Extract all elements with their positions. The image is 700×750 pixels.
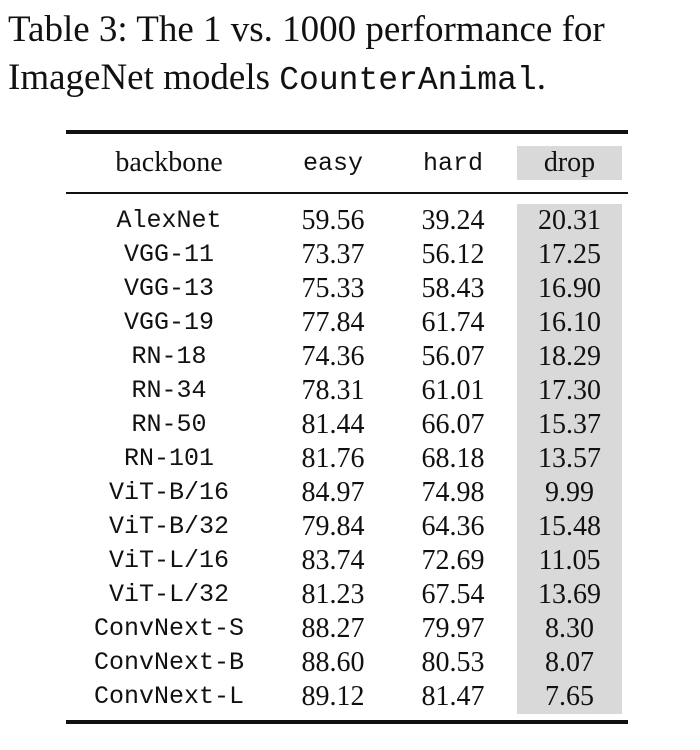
cell-backbone: AlexNet	[116, 206, 222, 235]
cell-easy: 73.37	[301, 239, 365, 270]
cell-easy: 81.23	[301, 579, 365, 610]
cell-drop	[512, 646, 628, 680]
drop-value-highlight: 16.90	[517, 272, 622, 306]
drop-value-highlight: 8.07	[517, 646, 622, 680]
table-row	[66, 306, 628, 340]
cell-drop	[512, 510, 628, 544]
drop-value-highlight: 11.05	[517, 544, 622, 578]
cell-hard: 61.74	[421, 307, 485, 338]
cell-drop	[512, 578, 628, 612]
header-drop-label: drop	[517, 146, 622, 180]
cell-backbone: ViT-B/16	[108, 478, 230, 507]
cell-drop	[512, 340, 628, 374]
cell-backbone: RN-34	[131, 376, 207, 405]
drop-value-highlight: 7.65	[517, 680, 622, 714]
table-caption	[8, 6, 698, 105]
cell-easy: 83.74	[301, 545, 365, 576]
cell-backbone: ConvNext-S	[93, 614, 245, 643]
cell-easy: 81.44	[301, 409, 365, 440]
cell-easy: 79.84	[301, 511, 365, 542]
cell-backbone: VGG-11	[123, 240, 214, 269]
cell-hard: 58.43	[421, 273, 485, 304]
drop-value-highlight: 9.99	[517, 476, 622, 510]
table-header-row	[66, 132, 628, 193]
cell-easy: 89.12	[272, 680, 394, 722]
table-row	[66, 612, 628, 646]
cell-hard: 56.07	[421, 341, 485, 372]
cell-drop	[512, 476, 628, 510]
cell-backbone: RN-50	[131, 410, 207, 439]
cell-hard: 39.24	[421, 205, 485, 236]
cell-drop	[512, 442, 628, 476]
cell-easy: 81.76	[301, 443, 365, 474]
cell-drop	[512, 238, 628, 272]
caption-line-2	[8, 54, 698, 105]
cell-easy: 88.27	[301, 613, 365, 644]
cell-easy: 84.97	[301, 477, 365, 508]
table-row	[66, 272, 628, 306]
cell-easy: 88.60	[301, 647, 365, 678]
cell-backbone: ConvNext-B	[93, 648, 245, 677]
cell-drop	[512, 680, 628, 722]
cell-drop	[512, 306, 628, 340]
table-body	[66, 193, 628, 722]
cell-easy: 59.56	[301, 205, 365, 236]
header-backbone: backbone	[115, 147, 223, 178]
drop-value-highlight: 20.31	[517, 204, 622, 238]
cell-drop	[512, 374, 628, 408]
cell-backbone: ViT-L/16	[108, 546, 230, 575]
cell-easy: 77.84	[301, 307, 365, 338]
drop-value-highlight: 16.10	[517, 306, 622, 340]
table-row	[66, 680, 628, 722]
drop-value-highlight: 8.30	[517, 612, 622, 646]
caption-line-1: Table 3: The 1 vs. 1000 performance for	[8, 9, 605, 50]
cell-backbone: VGG-19	[123, 308, 214, 337]
table-row	[66, 544, 628, 578]
results-table-container	[66, 130, 628, 724]
drop-value-highlight: 17.25	[517, 238, 622, 272]
cell-backbone: RN-101	[123, 444, 214, 473]
table-row	[66, 476, 628, 510]
table-row	[66, 193, 628, 238]
cell-hard: 67.54	[421, 579, 485, 610]
drop-value-highlight: 13.57	[517, 442, 622, 476]
header-drop	[512, 132, 628, 193]
cell-easy: 75.33	[301, 273, 365, 304]
drop-value-highlight: 15.48	[517, 510, 622, 544]
table-row	[66, 646, 628, 680]
cell-drop	[512, 272, 628, 306]
cell-hard: 64.36	[421, 511, 485, 542]
cell-drop	[512, 612, 628, 646]
drop-value-highlight: 18.29	[517, 340, 622, 374]
cell-backbone: ConvNext-L	[66, 680, 272, 722]
table-row	[66, 374, 628, 408]
cell-hard: 72.69	[421, 545, 485, 576]
header-hard: hard	[422, 148, 483, 178]
caption-dataset-name: CounterAnimal	[279, 62, 537, 99]
drop-value-highlight: 13.69	[517, 578, 622, 612]
table-row	[66, 340, 628, 374]
cell-easy: 78.31	[301, 375, 365, 406]
table-row	[66, 510, 628, 544]
cell-hard: 81.47	[394, 680, 512, 722]
caption-period: .	[536, 57, 546, 98]
header-easy: easy	[302, 148, 363, 178]
cell-hard: 56.12	[421, 239, 485, 270]
drop-value-highlight: 15.37	[517, 408, 622, 442]
table-row	[66, 578, 628, 612]
table-row	[66, 238, 628, 272]
table-row	[66, 408, 628, 442]
cell-hard: 80.53	[421, 647, 485, 678]
cell-hard: 74.98	[421, 477, 485, 508]
cell-hard: 66.07	[421, 409, 485, 440]
cell-backbone: VGG-13	[123, 274, 214, 303]
cell-backbone: ViT-B/32	[108, 512, 230, 541]
caption-prefix: ImageNet models	[8, 57, 280, 98]
drop-value-highlight: 17.30	[517, 374, 622, 408]
cell-backbone: ViT-L/32	[108, 580, 230, 609]
cell-hard: 61.01	[421, 375, 485, 406]
cell-backbone: RN-18	[131, 342, 207, 371]
cell-easy: 74.36	[301, 341, 365, 372]
results-table	[66, 130, 628, 724]
cell-drop	[512, 544, 628, 578]
cell-hard: 68.18	[421, 443, 485, 474]
cell-drop	[512, 408, 628, 442]
cell-drop	[512, 193, 628, 238]
cell-hard: 79.97	[421, 613, 485, 644]
table-row	[66, 442, 628, 476]
